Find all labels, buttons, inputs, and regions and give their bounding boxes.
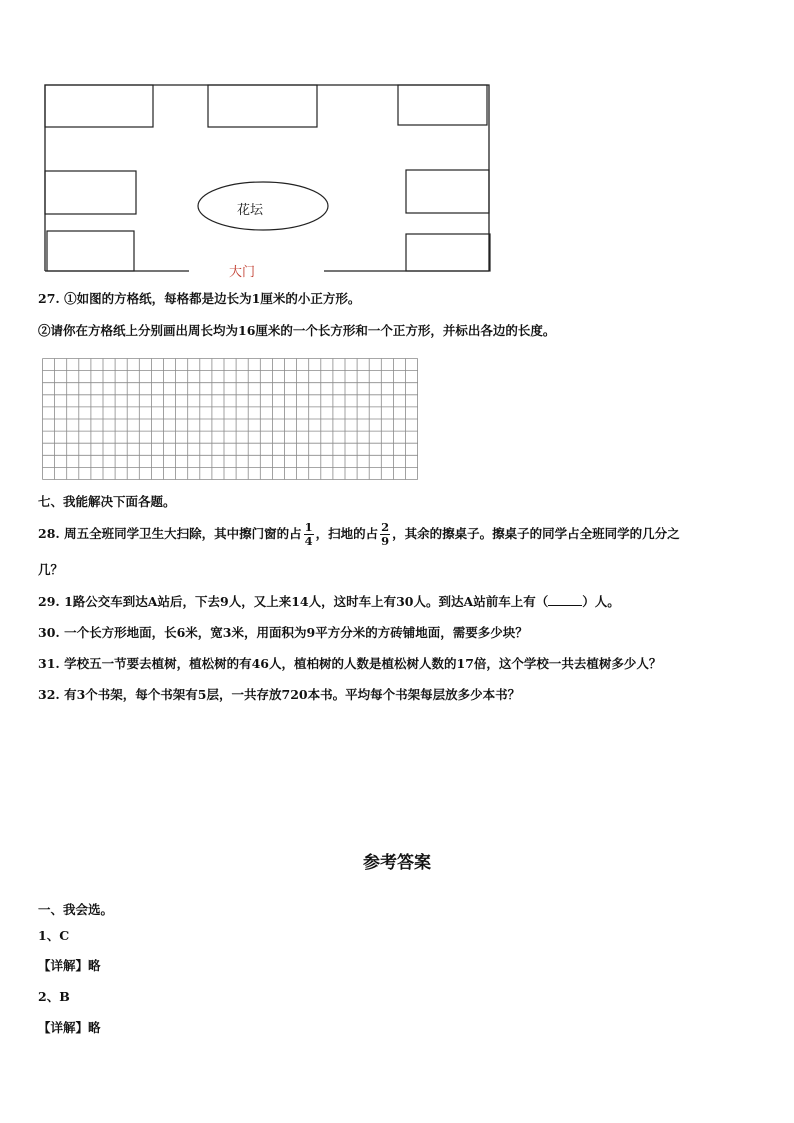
question-27-part2: [38, 323, 555, 339]
fraction-numerator: 2: [381, 520, 390, 534]
answer-item: 2、B: [38, 989, 70, 1004]
flower-bed-label: 花坛: [237, 203, 264, 218]
campus-wall: [45, 85, 489, 271]
circled-marker: ①: [64, 291, 77, 306]
answer-detail: 【详解】略: [38, 958, 101, 973]
building-top-middle: [208, 85, 317, 127]
gate-label: 大门: [229, 265, 256, 280]
fraction-denominator: 4: [304, 534, 313, 548]
question-text: 一个长方形地面，长6米，宽3米，用面积为9平方分米的方砖铺地面，需要多少块？: [64, 625, 528, 640]
question-30: [38, 625, 528, 641]
answer-blank[interactable]: [548, 595, 582, 606]
question-text: 如图的方格纸，每格都是边长为1厘米的小正方形。: [76, 291, 361, 306]
question-text: 1路公交车到达A站后，下去9人，又上来14人，这时车上有30人。到达A站前车上有（: [64, 594, 549, 609]
grid-paper-drawing: [42, 358, 418, 480]
fraction-denominator: 9: [381, 534, 390, 548]
question-number: 32.: [38, 687, 60, 702]
question-27-part1: [38, 291, 360, 307]
question-31: [38, 656, 661, 672]
fraction-two-ninths: [380, 521, 390, 548]
answer-detail: 【详解】略: [38, 1020, 101, 1035]
question-32: [38, 687, 520, 703]
building-bottom-right: [406, 234, 490, 271]
question-text: 请你在方格纸上分别画出周长均为16厘米的一个长方形和一个正方形，并标出各边的长度。: [50, 323, 556, 338]
fraction-one-quarter: [304, 521, 314, 548]
building-bottom-left: [47, 231, 134, 271]
answer-item: 1、C: [38, 928, 70, 943]
campus-diagram-drawing: [44, 84, 490, 272]
building-middle-left: [45, 171, 136, 214]
grid-paper: [42, 358, 417, 479]
question-number: 31.: [38, 656, 60, 671]
question-28-continued: 几？: [38, 562, 64, 577]
circled-marker: ②: [38, 323, 51, 338]
fraction-numerator: 1: [304, 520, 313, 534]
question-number: 28.: [38, 526, 60, 541]
section-7-title: 七、我能解决下面各题。: [38, 494, 176, 509]
question-text: ，扫地的占: [315, 526, 379, 541]
building-top-left: [45, 85, 153, 127]
question-text: ，其余的擦桌子。擦桌子的同学占全班同学的几分之: [392, 526, 680, 541]
building-middle-right: [406, 170, 489, 213]
question-29: [38, 594, 620, 610]
question-text: 有3个书架，每个书架有5层，一共存放720本书。平均每个书架每层放多少本书？: [64, 687, 521, 702]
answers-section-1: 一、我会选。: [38, 902, 114, 917]
building-top-right: [398, 85, 487, 125]
question-text: 学校五一节要去植树，植松树的有46人，植柏树的人数是植松树人数的17倍，这个学校一共去植树多少人？: [64, 656, 662, 671]
question-number: 30.: [38, 625, 60, 640]
question-number: 29.: [38, 594, 60, 609]
question-28: [38, 520, 680, 548]
question-number: 27.: [38, 291, 60, 306]
answers-title: 参考答案: [363, 853, 431, 873]
question-text: 周五全班同学卫生大扫除，其中擦门窗的占: [64, 526, 302, 541]
question-text: ）人。: [582, 594, 620, 609]
campus-diagram: [44, 84, 490, 280]
